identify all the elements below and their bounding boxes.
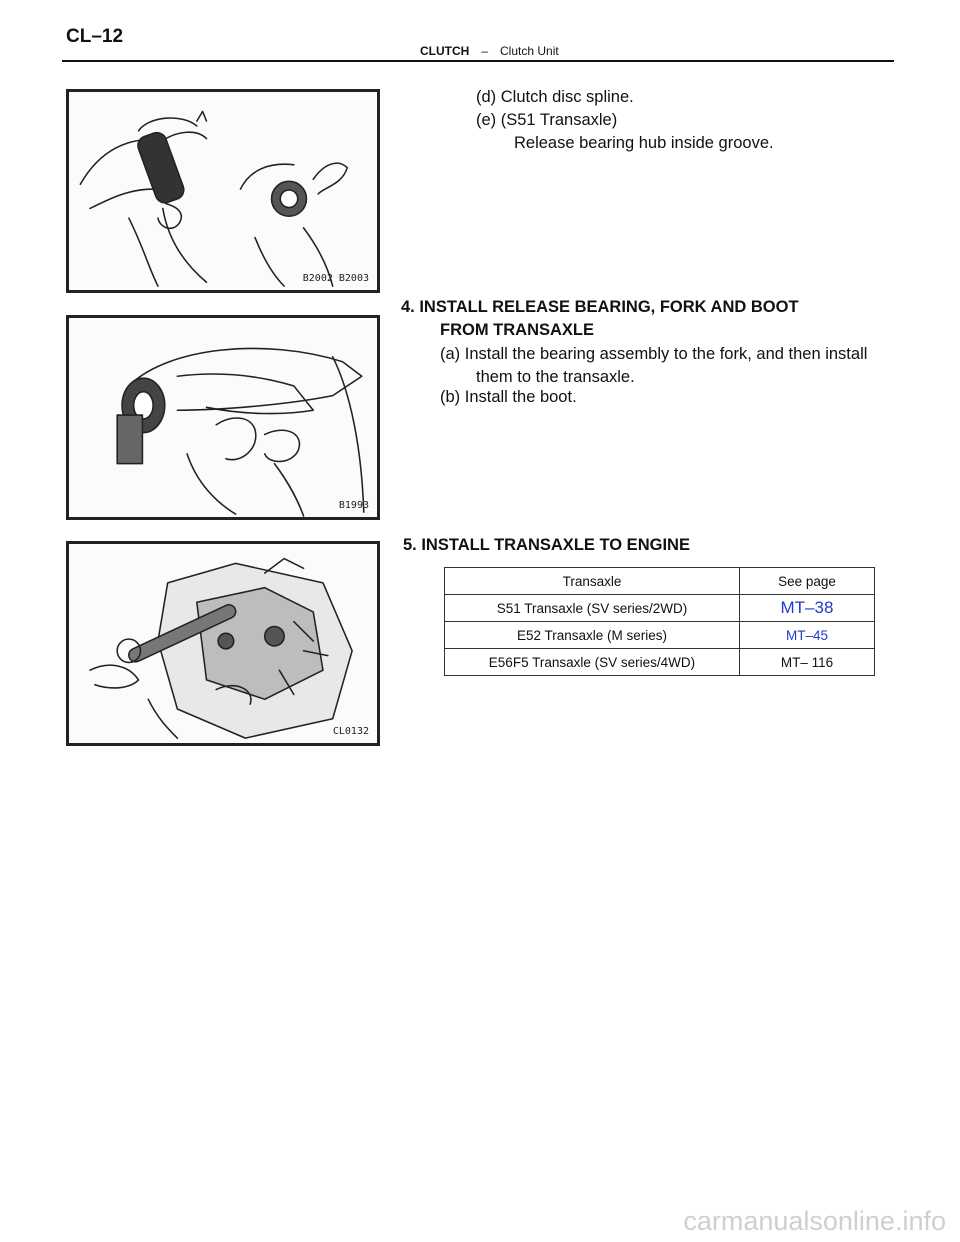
figure-release-bearing-fork [66, 315, 380, 520]
watermark: carmanualsonline.info [683, 1206, 946, 1236]
step3-item-e-detail: Release bearing hub inside groove. [514, 134, 774, 152]
transaxle-reference-table [444, 567, 875, 676]
figure-transaxle-install [66, 541, 380, 746]
step4-item-a: (a) Install the bearing assembly to the fork, and then install [440, 345, 868, 363]
step3-item-e: (e) (S51 Transaxle) [476, 111, 618, 129]
step4-item-b: (b) Install the boot. [440, 388, 577, 406]
figure-clutch-disc-spline [66, 89, 380, 293]
step5-title: 5. INSTALL TRANSAXLE TO ENGINE [403, 536, 690, 554]
table-row [445, 649, 875, 676]
header-section: CLUTCH [420, 44, 470, 58]
running-header [420, 44, 559, 58]
table-header-row [445, 568, 875, 595]
table-cell-transaxle: S51 Transaxle (SV series/2WD) [445, 595, 740, 622]
illustration-grease-application [69, 92, 377, 290]
illustration-transaxle-engine [69, 544, 377, 743]
table-cell-page: MT– 116 [739, 649, 874, 676]
table-row [445, 595, 875, 622]
step4-title: 4. INSTALL RELEASE BEARING, FORK AND BOOT [401, 298, 799, 316]
figure-code: B2002 B2003 [302, 273, 369, 284]
step4-item-a-cont: them to the transaxle. [476, 368, 635, 386]
table-header-see-page: See page [739, 568, 874, 595]
table-header-transaxle: Transaxle [445, 568, 740, 595]
page-link[interactable]: MT–38 [780, 598, 834, 617]
step3-item-d: (d) Clutch disc spline. [476, 88, 634, 106]
step4-title-cont: FROM TRANSAXLE [440, 321, 594, 339]
header-separator: – [481, 44, 489, 58]
header-subsection: Clutch Unit [500, 44, 559, 58]
table-cell-transaxle: E52 Transaxle (M series) [445, 622, 740, 649]
illustration-release-bearing-install [69, 318, 377, 517]
page-number: CL–12 [66, 26, 124, 47]
page-link[interactable]: MT–45 [785, 627, 828, 643]
header-rule [62, 60, 894, 62]
table-cell-transaxle: E56F5 Transaxle (SV series/4WD) [445, 649, 740, 676]
figure-code: B1993 [338, 500, 369, 511]
figure-code: CL0132 [332, 726, 369, 737]
table-row [445, 622, 875, 649]
